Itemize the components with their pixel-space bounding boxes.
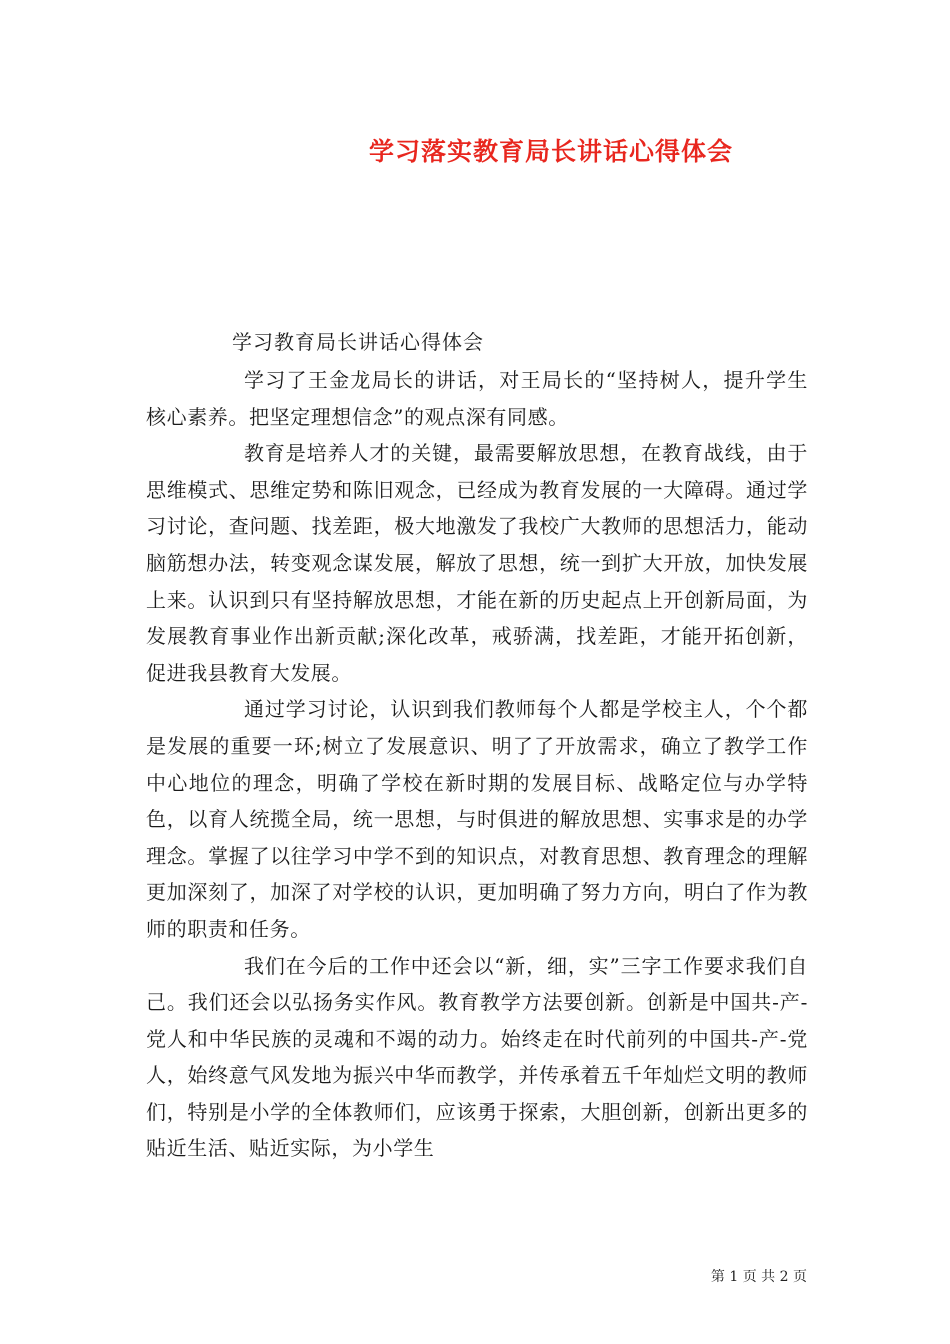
page-number-footer: 第 1 页 共 2 页	[710, 1269, 807, 1285]
paragraph-2: 教育是培养人才的关键，最需要解放思想，在教育战线，由于思维模式、思维定势和陈旧观念，已经成为教育发展的一大障碍。通过学习讨论，查问题、找差距，极大地激发了我校广大教师的思想活力，能动脑筋想办法，转变观念谋发展，解放了思想，统一到扩大开放，加快发展上来。认识到只有坚持解放思想，才能在新的历史起点上开创新局面，为发展教育事业作出新贡献;深化改革，戒骄满，找差距，才能开拓创新，促进我县教育大发展。	[146, 441, 808, 685]
document-title: 学习落实教育局长讲话心得体会	[368, 137, 733, 166]
document-subtitle: 学习教育局长讲话心得体会	[232, 330, 484, 354]
paragraph-4: 我们在今后的工作中还会以“新，细，实”三字工作要求我们自己。我们还会以弘扬务实作风。教育教学方法要创新。创新是中国共-产-党人和中华民族的灵魂和不竭的动力。始终走在时代前列的中国共-产-党人，始终意气风发地为振兴中华而教学，并传承着五千年灿烂文明的教师们，特别是小学的全体教师们，应该勇于探索，大胆创新，创新出更多的贴近生活、贴近实际，为小学生	[146, 953, 808, 1161]
document-body	[146, 362, 808, 1167]
paragraph-3: 通过学习讨论，认识到我们教师每个人都是学校主人，个个都是发展的重要一环;树立了发展意识、明了了开放需求，确立了教学工作中心地位的理念，明确了学校在新时期的发展目标、战略定位与办学特色，以育人统揽全局，统一思想，与时俱进的解放思想、实事求是的办学理念。掌握了以往学习中学不到的知识点，对教育思想、教育理念的理解更加深刻了，加深了对学校的认识，更加明确了努力方向，明白了作为教师的职责和任务。	[146, 697, 808, 941]
paragraph-1: 学习了王金龙局长的讲话，对王局长的“坚持树人，提升学生核心素养。把坚定理想信念”的观点深有同感。	[146, 368, 808, 429]
